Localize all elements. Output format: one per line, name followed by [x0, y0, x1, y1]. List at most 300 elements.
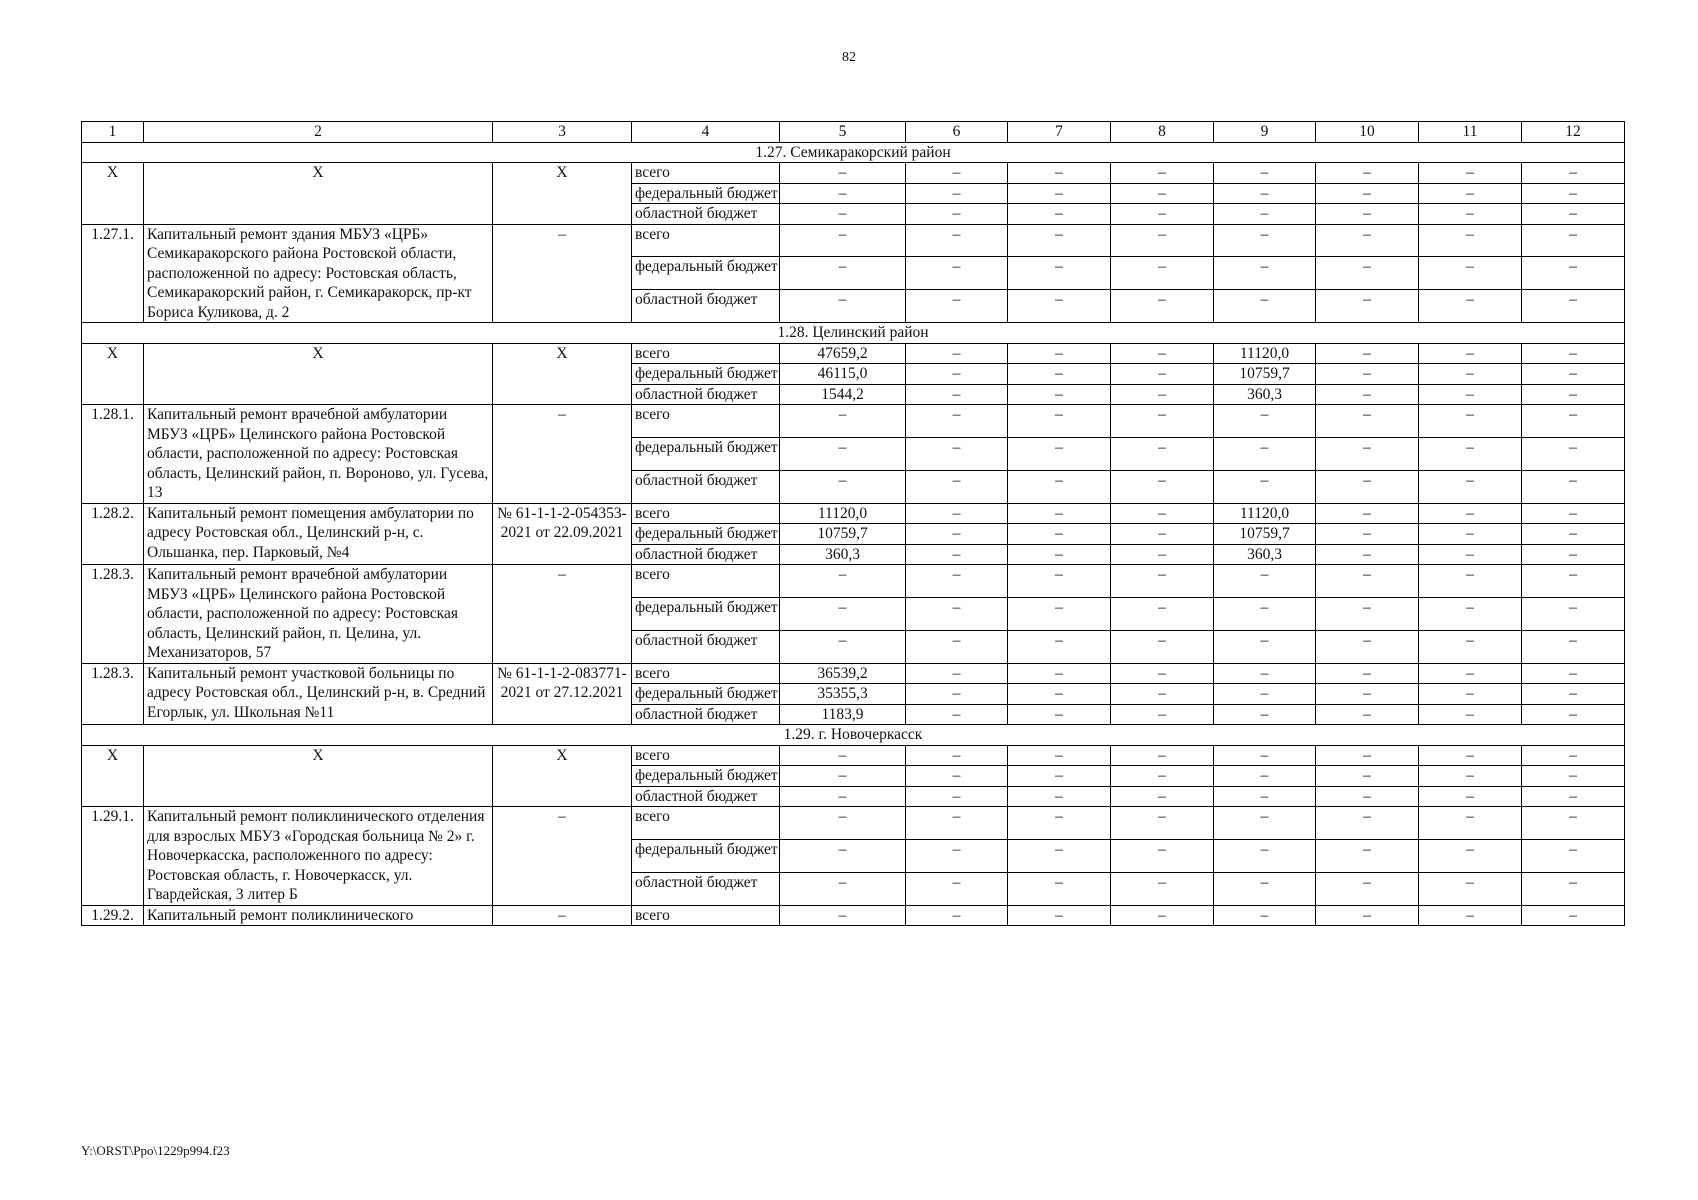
- amount-cell: –: [1419, 470, 1522, 503]
- amount-cell: –: [780, 163, 906, 184]
- amount-cell: –: [1522, 630, 1625, 663]
- table-row: [82, 224, 1625, 257]
- table-row: [82, 163, 1625, 184]
- table-row: [82, 565, 1625, 598]
- amount-cell: –: [1111, 565, 1214, 598]
- funding-source: всего: [632, 745, 780, 766]
- amount-cell: 1544,2: [780, 384, 906, 405]
- amount-cell: –: [1522, 745, 1625, 766]
- column-number: 9: [1214, 122, 1316, 143]
- amount-cell: –: [780, 257, 906, 290]
- amount-cell: –: [906, 343, 1008, 364]
- funding-source: всего: [632, 343, 780, 364]
- amount-cell: –: [906, 905, 1008, 926]
- amount-cell: 360,3: [1214, 384, 1316, 405]
- expertise-document: –: [493, 224, 632, 323]
- amount-cell: –: [1111, 807, 1214, 840]
- amount-cell: –: [1008, 470, 1111, 503]
- expertise-document: –: [493, 807, 632, 906]
- funding-source: федеральный бюджет: [632, 364, 780, 385]
- amount-cell: –: [1111, 343, 1214, 364]
- amount-cell: –: [1214, 204, 1316, 225]
- amount-cell: –: [1214, 470, 1316, 503]
- expertise-document: Х: [493, 745, 632, 807]
- amount-cell: –: [1111, 183, 1214, 204]
- item-number: 1.28.1.: [82, 405, 144, 504]
- amount-cell: –: [1419, 503, 1522, 524]
- funding-source: всего: [632, 163, 780, 184]
- amount-cell: –: [1316, 290, 1419, 323]
- funding-source: федеральный бюджет: [632, 839, 780, 872]
- amount-cell: –: [1316, 257, 1419, 290]
- item-number: Х: [82, 745, 144, 807]
- expertise-document: Х: [493, 343, 632, 405]
- amount-cell: –: [1316, 503, 1419, 524]
- amount-cell: –: [1214, 872, 1316, 905]
- amount-cell: –: [780, 224, 906, 257]
- expertise-document: Х: [493, 163, 632, 225]
- expertise-document: –: [493, 405, 632, 504]
- amount-cell: –: [1111, 839, 1214, 872]
- amount-cell: 10759,7: [1214, 364, 1316, 385]
- object-description: Х: [144, 163, 493, 225]
- amount-cell: –: [1522, 807, 1625, 840]
- amount-cell: –: [1111, 766, 1214, 787]
- amount-cell: –: [1214, 786, 1316, 807]
- column-number: 10: [1316, 122, 1419, 143]
- amount-cell: –: [906, 766, 1008, 787]
- funding-source: областной бюджет: [632, 786, 780, 807]
- amount-cell: –: [906, 384, 1008, 405]
- table-row: [82, 663, 1625, 684]
- amount-cell: –: [1008, 384, 1111, 405]
- amount-cell: –: [780, 766, 906, 787]
- funding-source: всего: [632, 503, 780, 524]
- amount-cell: –: [1316, 766, 1419, 787]
- amount-cell: 11120,0: [780, 503, 906, 524]
- amount-cell: –: [1522, 565, 1625, 598]
- amount-cell: –: [1008, 597, 1111, 630]
- amount-cell: –: [1008, 437, 1111, 470]
- amount-cell: –: [780, 905, 906, 926]
- amount-cell: –: [1214, 437, 1316, 470]
- amount-cell: –: [906, 544, 1008, 565]
- amount-cell: –: [906, 290, 1008, 323]
- amount-cell: –: [906, 470, 1008, 503]
- column-number: 3: [493, 122, 632, 143]
- amount-cell: –: [1419, 257, 1522, 290]
- funding-source: федеральный бюджет: [632, 597, 780, 630]
- amount-cell: –: [906, 524, 1008, 545]
- amount-cell: –: [1008, 224, 1111, 257]
- amount-cell: –: [1214, 839, 1316, 872]
- amount-cell: –: [1419, 224, 1522, 257]
- column-number: 6: [906, 122, 1008, 143]
- amount-cell: –: [1214, 405, 1316, 438]
- amount-cell: –: [1316, 405, 1419, 438]
- amount-cell: –: [1522, 786, 1625, 807]
- amount-cell: 360,3: [780, 544, 906, 565]
- amount-cell: –: [1419, 183, 1522, 204]
- expertise-document: –: [493, 905, 632, 926]
- section-row: [82, 142, 1625, 163]
- expertise-document: № 61-1-1-2-054353-2021 от 22.09.2021: [493, 503, 632, 565]
- amount-cell: –: [1214, 663, 1316, 684]
- funding-source: всего: [632, 807, 780, 840]
- amount-cell: 46115,0: [780, 364, 906, 385]
- amount-cell: –: [1419, 597, 1522, 630]
- amount-cell: –: [1522, 597, 1625, 630]
- item-number: 1.27.1.: [82, 224, 144, 323]
- amount-cell: –: [1008, 183, 1111, 204]
- amount-cell: –: [906, 704, 1008, 725]
- amount-cell: –: [1008, 524, 1111, 545]
- amount-cell: –: [1008, 786, 1111, 807]
- column-number: 12: [1522, 122, 1625, 143]
- amount-cell: –: [780, 204, 906, 225]
- funding-source: федеральный бюджет: [632, 766, 780, 787]
- object-description: Капитальный ремонт поликлинического: [144, 905, 493, 926]
- amount-cell: –: [1522, 663, 1625, 684]
- amount-cell: –: [1214, 597, 1316, 630]
- amount-cell: –: [1214, 807, 1316, 840]
- funding-source: всего: [632, 663, 780, 684]
- amount-cell: –: [780, 786, 906, 807]
- amount-cell: –: [906, 839, 1008, 872]
- amount-cell: –: [1111, 384, 1214, 405]
- object-description: Капитальный ремонт врачебной амбулатории МБУЗ «ЦРБ» Целинского района Ростовской области, расположенной по адресу: Ростовская область, Целинский район, п. Вороново, ул. Гусева, 13: [144, 405, 493, 504]
- funding-source: областной бюджет: [632, 470, 780, 503]
- amount-cell: –: [1316, 684, 1419, 705]
- funding-source: всего: [632, 224, 780, 257]
- amount-cell: –: [1008, 544, 1111, 565]
- amount-cell: –: [1111, 470, 1214, 503]
- amount-cell: –: [1111, 503, 1214, 524]
- amount-cell: –: [1419, 663, 1522, 684]
- amount-cell: –: [1008, 839, 1111, 872]
- amount-cell: –: [1316, 183, 1419, 204]
- amount-cell: –: [1214, 224, 1316, 257]
- amount-cell: –: [1419, 565, 1522, 598]
- object-description: Х: [144, 745, 493, 807]
- amount-cell: –: [1419, 343, 1522, 364]
- column-number: 11: [1419, 122, 1522, 143]
- object-description: Капитальный ремонт поликлинического отделения для взрослых МБУЗ «Городская больница № 2» г. Новочеркасска, расположенного по адресу: Ростовская область, г. Новочеркасск, ул. Гвардейская, 3 литер Б: [144, 807, 493, 906]
- amount-cell: –: [1008, 663, 1111, 684]
- amount-cell: –: [780, 630, 906, 663]
- object-description: Х: [144, 343, 493, 405]
- amount-cell: –: [780, 597, 906, 630]
- amount-cell: –: [1111, 786, 1214, 807]
- amount-cell: –: [1316, 163, 1419, 184]
- funding-source: областной бюджет: [632, 630, 780, 663]
- amount-cell: –: [1419, 766, 1522, 787]
- amount-cell: –: [1522, 437, 1625, 470]
- amount-cell: –: [1316, 663, 1419, 684]
- amount-cell: –: [1522, 684, 1625, 705]
- amount-cell: –: [1522, 766, 1625, 787]
- amount-cell: –: [1008, 905, 1111, 926]
- amount-cell: –: [1008, 364, 1111, 385]
- amount-cell: –: [1316, 437, 1419, 470]
- amount-cell: –: [1008, 163, 1111, 184]
- amount-cell: –: [780, 807, 906, 840]
- funding-source: областной бюджет: [632, 544, 780, 565]
- amount-cell: –: [1111, 597, 1214, 630]
- amount-cell: –: [1214, 163, 1316, 184]
- amount-cell: –: [1008, 872, 1111, 905]
- amount-cell: –: [1419, 684, 1522, 705]
- amount-cell: –: [1522, 183, 1625, 204]
- section-title: 1.28. Целинский район: [82, 323, 1625, 344]
- amount-cell: –: [906, 163, 1008, 184]
- amount-cell: –: [906, 786, 1008, 807]
- funding-source: областной бюджет: [632, 704, 780, 725]
- amount-cell: –: [1316, 745, 1419, 766]
- amount-cell: –: [1419, 630, 1522, 663]
- amount-cell: –: [1214, 630, 1316, 663]
- amount-cell: –: [1214, 684, 1316, 705]
- amount-cell: –: [1111, 224, 1214, 257]
- column-number: 8: [1111, 122, 1214, 143]
- amount-cell: –: [906, 684, 1008, 705]
- amount-cell: –: [1008, 405, 1111, 438]
- amount-cell: 47659,2: [780, 343, 906, 364]
- amount-cell: –: [906, 183, 1008, 204]
- amount-cell: –: [1419, 704, 1522, 725]
- expertise-document: –: [493, 565, 632, 664]
- amount-cell: –: [1522, 257, 1625, 290]
- amount-cell: –: [1008, 630, 1111, 663]
- amount-cell: –: [1316, 384, 1419, 405]
- amount-cell: –: [1419, 745, 1522, 766]
- amount-cell: –: [1316, 630, 1419, 663]
- item-number: 1.28.2.: [82, 503, 144, 565]
- section-title: 1.27. Семикаракорский район: [82, 142, 1625, 163]
- funding-source: всего: [632, 405, 780, 438]
- object-description: Капитальный ремонт участковой больницы по адресу Ростовская обл., Целинский р-н, в. Средний Егорлык, ул. Школьная №11: [144, 663, 493, 725]
- item-number: 1.28.3.: [82, 663, 144, 725]
- amount-cell: –: [906, 364, 1008, 385]
- amount-cell: –: [1111, 704, 1214, 725]
- amount-cell: –: [1008, 807, 1111, 840]
- amount-cell: –: [1522, 384, 1625, 405]
- amount-cell: –: [1316, 872, 1419, 905]
- amount-cell: –: [1111, 905, 1214, 926]
- amount-cell: –: [1419, 437, 1522, 470]
- amount-cell: –: [1522, 343, 1625, 364]
- amount-cell: –: [1214, 290, 1316, 323]
- table-row: [82, 807, 1625, 840]
- amount-cell: –: [1522, 905, 1625, 926]
- amount-cell: 36539,2: [780, 663, 906, 684]
- amount-cell: –: [780, 839, 906, 872]
- amount-cell: –: [1008, 565, 1111, 598]
- amount-cell: –: [1111, 872, 1214, 905]
- amount-cell: –: [1111, 684, 1214, 705]
- amount-cell: –: [1419, 807, 1522, 840]
- funding-source: областной бюджет: [632, 384, 780, 405]
- object-description: Капитальный ремонт помещения амбулатории по адресу Ростовская обл., Целинский р-н, с. Ольшанка, пер. Парковый, №4: [144, 503, 493, 565]
- amount-cell: –: [780, 437, 906, 470]
- amount-cell: –: [1522, 204, 1625, 225]
- amount-cell: –: [1522, 524, 1625, 545]
- object-description: Капитальный ремонт здания МБУЗ «ЦРБ» Семикаракорского района Ростовской области, расположенной по адресу: Ростовская область, Семикаракорский район, г. Семикаракорск, пр-кт Бориса Куликова, д. 2: [144, 224, 493, 323]
- amount-cell: –: [1419, 163, 1522, 184]
- amount-cell: –: [906, 405, 1008, 438]
- amount-cell: –: [1419, 839, 1522, 872]
- amount-cell: –: [906, 257, 1008, 290]
- file-path: Y:\ORST\Ppo\1229p994.f23: [81, 1143, 230, 1158]
- amount-cell: –: [1111, 204, 1214, 225]
- amount-cell: –: [1214, 745, 1316, 766]
- amount-cell: –: [1522, 872, 1625, 905]
- amount-cell: –: [1419, 786, 1522, 807]
- amount-cell: 1183,9: [780, 704, 906, 725]
- funding-source: всего: [632, 905, 780, 926]
- amount-cell: –: [1522, 364, 1625, 385]
- amount-cell: 35355,3: [780, 684, 906, 705]
- amount-cell: –: [1316, 470, 1419, 503]
- amount-cell: –: [1008, 745, 1111, 766]
- amount-cell: –: [1111, 364, 1214, 385]
- amount-cell: –: [906, 630, 1008, 663]
- amount-cell: –: [1008, 684, 1111, 705]
- amount-cell: –: [1522, 470, 1625, 503]
- column-number: 4: [632, 122, 780, 143]
- amount-cell: –: [906, 872, 1008, 905]
- funding-source: федеральный бюджет: [632, 437, 780, 470]
- amount-cell: –: [906, 663, 1008, 684]
- amount-cell: –: [1316, 224, 1419, 257]
- table-row: [82, 503, 1625, 524]
- amount-cell: –: [906, 224, 1008, 257]
- amount-cell: –: [1316, 807, 1419, 840]
- amount-cell: –: [1111, 524, 1214, 545]
- amount-cell: –: [1522, 544, 1625, 565]
- object-description: Капитальный ремонт врачебной амбулатории МБУЗ «ЦРБ» Целинского района Ростовской области, расположенной по адресу: Ростовская область, Целинский район, п. Целина, ул. Механизаторов, 57: [144, 565, 493, 664]
- amount-cell: –: [1419, 204, 1522, 225]
- amount-cell: 360,3: [1214, 544, 1316, 565]
- amount-cell: –: [906, 745, 1008, 766]
- column-number-row: [82, 122, 1625, 143]
- amount-cell: –: [1214, 704, 1316, 725]
- section-title: 1.29. г. Новочеркасск: [82, 725, 1625, 746]
- funding-source: федеральный бюджет: [632, 257, 780, 290]
- amount-cell: –: [1316, 786, 1419, 807]
- budget-table: [81, 121, 1625, 926]
- amount-cell: –: [1111, 290, 1214, 323]
- item-number: Х: [82, 163, 144, 225]
- amount-cell: –: [1316, 905, 1419, 926]
- item-number: 1.28.3.: [82, 565, 144, 664]
- expertise-document: № 61-1-1-2-083771-2021 от 27.12.2021: [493, 663, 632, 725]
- amount-cell: –: [906, 437, 1008, 470]
- amount-cell: –: [1111, 257, 1214, 290]
- amount-cell: –: [780, 470, 906, 503]
- funding-source: областной бюджет: [632, 204, 780, 225]
- amount-cell: –: [1316, 597, 1419, 630]
- funding-source: федеральный бюджет: [632, 684, 780, 705]
- amount-cell: –: [1214, 257, 1316, 290]
- amount-cell: –: [1522, 503, 1625, 524]
- amount-cell: –: [1316, 704, 1419, 725]
- amount-cell: –: [1214, 905, 1316, 926]
- amount-cell: –: [1214, 183, 1316, 204]
- amount-cell: –: [1214, 565, 1316, 598]
- page-number: 82: [842, 50, 856, 65]
- amount-cell: –: [1111, 630, 1214, 663]
- amount-cell: –: [1111, 437, 1214, 470]
- item-number: 1.29.2.: [82, 905, 144, 926]
- amount-cell: –: [1419, 524, 1522, 545]
- amount-cell: –: [1522, 290, 1625, 323]
- amount-cell: –: [1111, 544, 1214, 565]
- amount-cell: –: [1419, 872, 1522, 905]
- amount-cell: –: [1522, 704, 1625, 725]
- column-number: 2: [144, 122, 493, 143]
- amount-cell: –: [906, 503, 1008, 524]
- table-row: [82, 905, 1625, 926]
- amount-cell: –: [780, 745, 906, 766]
- amount-cell: –: [1419, 384, 1522, 405]
- amount-cell: –: [1419, 364, 1522, 385]
- amount-cell: –: [906, 807, 1008, 840]
- amount-cell: –: [1316, 544, 1419, 565]
- amount-cell: –: [1008, 343, 1111, 364]
- funding-source: областной бюджет: [632, 290, 780, 323]
- amount-cell: –: [1111, 745, 1214, 766]
- amount-cell: –: [1419, 905, 1522, 926]
- amount-cell: –: [1419, 405, 1522, 438]
- amount-cell: –: [1008, 204, 1111, 225]
- amount-cell: –: [1316, 839, 1419, 872]
- amount-cell: –: [1419, 290, 1522, 323]
- amount-cell: 11120,0: [1214, 343, 1316, 364]
- amount-cell: 11120,0: [1214, 503, 1316, 524]
- amount-cell: –: [1111, 405, 1214, 438]
- amount-cell: –: [906, 597, 1008, 630]
- funding-source: федеральный бюджет: [632, 183, 780, 204]
- amount-cell: –: [1111, 163, 1214, 184]
- column-number: 5: [780, 122, 906, 143]
- amount-cell: –: [780, 183, 906, 204]
- funding-source: областной бюджет: [632, 872, 780, 905]
- column-number: 7: [1008, 122, 1111, 143]
- funding-source: всего: [632, 565, 780, 598]
- amount-cell: –: [1316, 204, 1419, 225]
- amount-cell: –: [1008, 503, 1111, 524]
- amount-cell: –: [780, 290, 906, 323]
- amount-cell: –: [1008, 257, 1111, 290]
- column-number: 1: [82, 122, 144, 143]
- amount-cell: –: [1008, 290, 1111, 323]
- amount-cell: –: [1522, 405, 1625, 438]
- amount-cell: –: [1316, 343, 1419, 364]
- amount-cell: –: [1316, 524, 1419, 545]
- amount-cell: –: [780, 565, 906, 598]
- section-row: [82, 725, 1625, 746]
- amount-cell: –: [906, 204, 1008, 225]
- item-number: 1.29.1.: [82, 807, 144, 906]
- amount-cell: –: [1522, 839, 1625, 872]
- table-row: [82, 343, 1625, 364]
- section-row: [82, 323, 1625, 344]
- amount-cell: –: [1111, 663, 1214, 684]
- table-row: [82, 745, 1625, 766]
- amount-cell: –: [1316, 364, 1419, 385]
- item-number: Х: [82, 343, 144, 405]
